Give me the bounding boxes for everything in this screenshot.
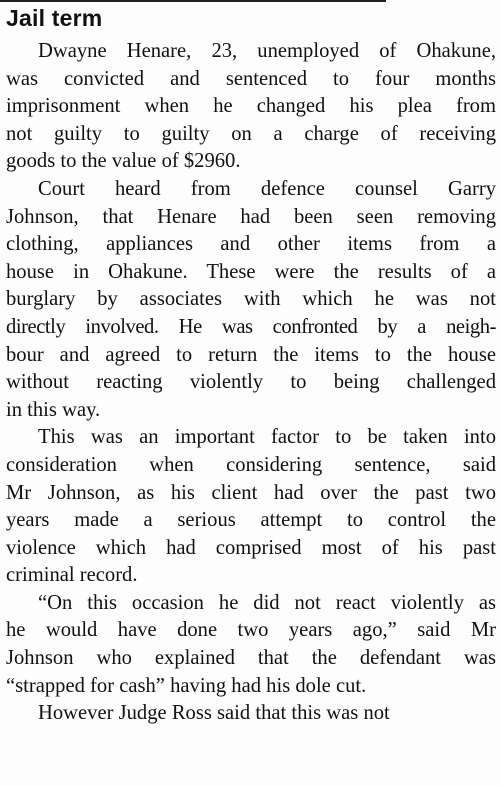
text-line: “On this occasion he did not react violently as bbox=[38, 591, 496, 614]
text-line: burglary by associates with which he was not bbox=[6, 288, 496, 311]
text-line: consideration when considering sentence, said bbox=[6, 453, 496, 476]
text-line: house in Ohakune. These were the results of a bbox=[6, 260, 496, 283]
text-line: directly involved. He was confronted by a neigh- bbox=[6, 315, 496, 338]
text-line: not guilty to guilty on a charge of receiving bbox=[6, 122, 496, 145]
paragraph-3 bbox=[6, 424, 496, 590]
text-line: years made a serious attempt to control the bbox=[6, 509, 496, 532]
text-line: imprisonment when he changed his plea from bbox=[6, 95, 496, 118]
text-line: Johnson who explained that the defendant was bbox=[6, 647, 496, 670]
text-line: in this way. bbox=[6, 398, 101, 421]
text-line: bour and agreed to return the items to the house bbox=[6, 343, 496, 366]
text-line: Court heard from defence counsel Garry bbox=[38, 177, 496, 200]
article-body bbox=[6, 38, 496, 728]
top-rule bbox=[0, 0, 386, 2]
text-line: “strapped for cash” having had his dole cut. bbox=[6, 674, 367, 697]
text-line: without reacting violently to being challenged bbox=[6, 371, 496, 394]
text-line: Dwayne Henare, 23, unemployed of Ohakune, bbox=[38, 40, 496, 62]
paragraph-1 bbox=[6, 38, 496, 176]
paragraph-5 bbox=[6, 700, 496, 728]
text-line: violence which had comprised most of his past bbox=[6, 536, 496, 559]
paragraph-2 bbox=[6, 176, 496, 424]
text-line: was convicted and sentenced to four months bbox=[6, 67, 496, 90]
text-line: criminal record. bbox=[6, 564, 138, 587]
text-line: Johnson, that Henare had been seen removing bbox=[6, 205, 496, 228]
paragraph-4 bbox=[6, 590, 496, 700]
text-line: However Judge Ross said that this was not bbox=[38, 702, 390, 725]
text-line: he would have done two years ago,” said Mr bbox=[6, 619, 496, 642]
headline: Jail term bbox=[6, 5, 103, 31]
text-line: clothing, appliances and other items from a bbox=[6, 233, 496, 256]
text-line: Mr Johnson, as his client had over the past two bbox=[6, 481, 496, 504]
text-line: This was an important factor to be taken into bbox=[38, 426, 496, 449]
text-line: goods to the value of $2960. bbox=[6, 150, 241, 173]
